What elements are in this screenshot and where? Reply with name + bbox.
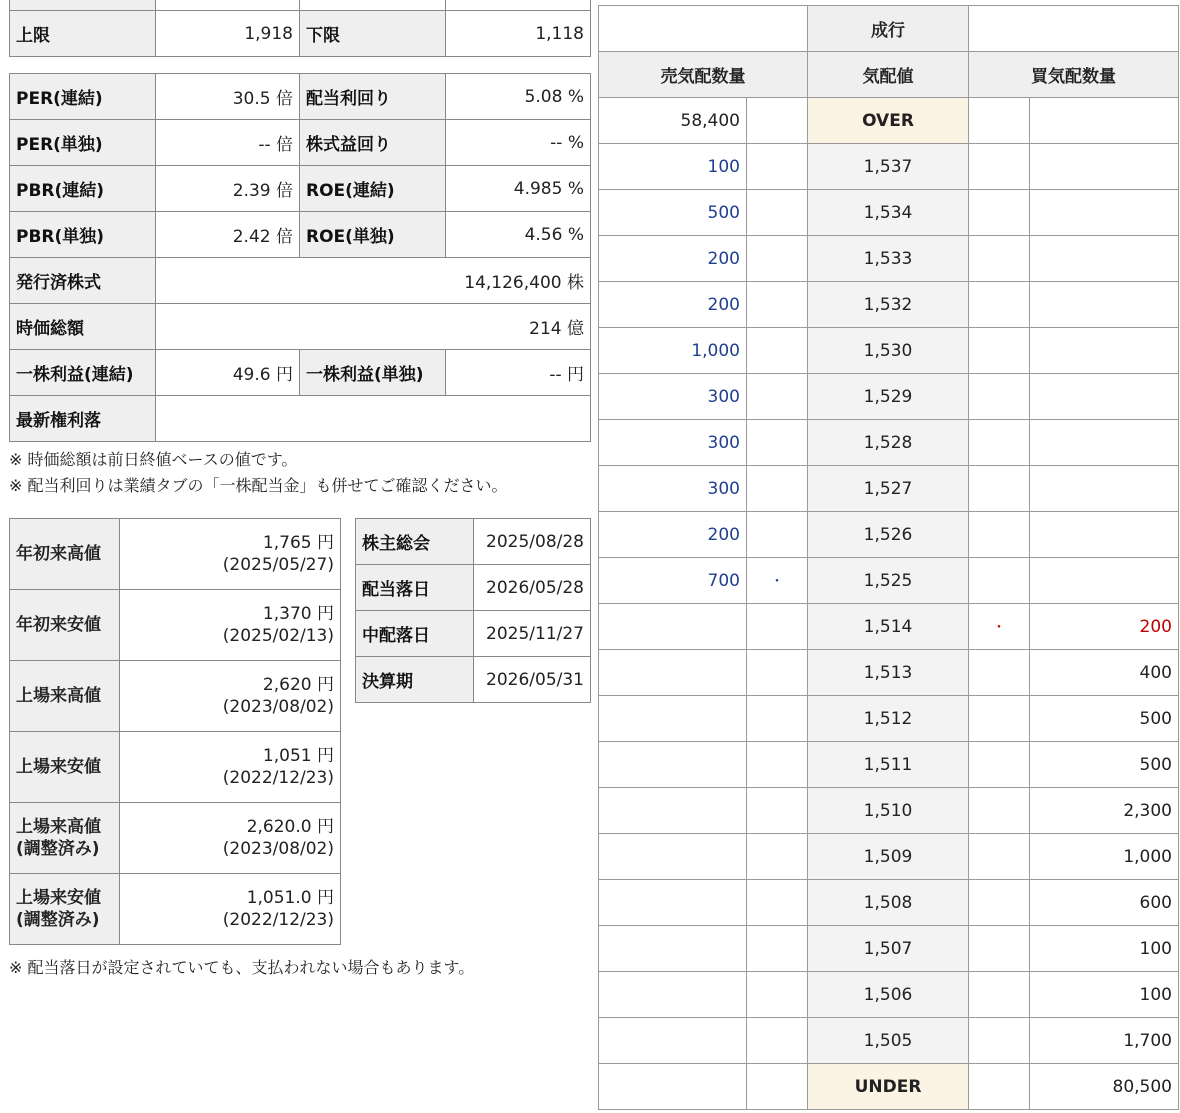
ask-price: 1,534: [808, 190, 969, 236]
bid-quantity: 500: [1030, 696, 1179, 742]
bid-sell-quantity: [599, 696, 747, 742]
over-quantity: 58,400: [599, 98, 747, 144]
bid-price: 1,510: [808, 788, 969, 834]
ask-quantity: 300: [599, 466, 747, 512]
pbr-consolidated-label: PBR(連結): [10, 166, 156, 212]
bid-price: 1,513: [808, 650, 969, 696]
eps-standalone-label: 一株利益(単独): [300, 350, 446, 396]
cut-row-label: [10, 0, 156, 11]
ask-mark: [747, 236, 808, 282]
price-header: 気配値: [808, 52, 969, 98]
bid-quantity: 600: [1030, 880, 1179, 926]
limit-table: [9, 0, 591, 57]
bid-row: [599, 788, 1179, 834]
bid-row: [599, 742, 1179, 788]
bid-sell-quantity: [599, 788, 747, 834]
earnings-yield-label: 株式益回り: [300, 120, 446, 166]
ex-rights-label: 最新権利落: [10, 396, 156, 442]
adjusted-low-label: 上場来安値 (調整済み): [10, 874, 120, 945]
adjusted-high-label: 上場来高値 (調整済み): [10, 803, 120, 874]
bid-quantity: 1,000: [1030, 834, 1179, 880]
bid-sell-quantity: [599, 604, 747, 650]
ask-price: 1,530: [808, 328, 969, 374]
under-sell-quantity: [599, 1064, 747, 1110]
bid-price: 1,514: [808, 604, 969, 650]
per-consolidated-label: PER(連結): [10, 74, 156, 120]
earnings-yield-value: -- %: [446, 120, 591, 166]
ask-quantity: 1,000: [599, 328, 747, 374]
shareholders-meeting-value: 2025/08/28: [474, 519, 591, 565]
dates-table: [355, 518, 591, 703]
ask-buy-quantity: [1030, 466, 1179, 512]
ask-buy-quantity: [1030, 374, 1179, 420]
ask-buy-mark: [969, 190, 1030, 236]
ask-mark: [747, 282, 808, 328]
ask-buy-quantity: [1030, 558, 1179, 604]
bid-sell-mark: [747, 650, 808, 696]
bid-sell-mark: [747, 972, 808, 1018]
bid-quantity: 200: [1030, 604, 1179, 650]
under-quantity: 80,500: [1030, 1064, 1179, 1110]
bid-sell-quantity: [599, 972, 747, 1018]
ask-price: 1,528: [808, 420, 969, 466]
bid-sell-quantity: [599, 650, 747, 696]
bid-sell-mark: [747, 834, 808, 880]
ask-buy-quantity: [1030, 512, 1179, 558]
metrics-table: [9, 73, 591, 442]
ask-price: 1,527: [808, 466, 969, 512]
ask-price: 1,529: [808, 374, 969, 420]
shares-outstanding-value: 14,126,400 株: [156, 258, 591, 304]
bid-row: [599, 604, 1179, 650]
ask-row: [599, 282, 1179, 328]
bid-price: 1,507: [808, 926, 969, 972]
bid-quantity: 500: [1030, 742, 1179, 788]
bid-mark: [969, 834, 1030, 880]
bid-sell-mark: [747, 604, 808, 650]
ask-price: 1,532: [808, 282, 969, 328]
bid-mark: [969, 742, 1030, 788]
bid-sell-quantity: [599, 926, 747, 972]
roe-consolidated-value: 4.985 %: [446, 166, 591, 212]
bid-price: 1,506: [808, 972, 969, 1018]
ask-buy-mark: [969, 420, 1030, 466]
ask-quantity: 200: [599, 282, 747, 328]
order-book-market-sell-cell: [599, 6, 808, 52]
dividend-yield-value: 5.08 %: [446, 74, 591, 120]
ex-dividend-date-value: 2026/05/28: [474, 565, 591, 611]
ytd-low-label: 年初来安値: [10, 590, 120, 661]
eps-consolidated-value: 49.6 円: [156, 350, 300, 396]
pbr-standalone-value: 2.42 倍: [156, 212, 300, 258]
ask-row: [599, 328, 1179, 374]
ask-row: [599, 558, 1179, 604]
ask-buy-mark: [969, 236, 1030, 282]
ask-price: 1,537: [808, 144, 969, 190]
cut-row-label2: [300, 0, 446, 11]
ask-buy-mark: [969, 328, 1030, 374]
bid-quantity: 100: [1030, 926, 1179, 972]
bid-sell-quantity: [599, 742, 747, 788]
bid-sell-mark: [747, 1018, 808, 1064]
dividend-yield-note: ※ 配当利回りは業績タブの「一株配当金」も併せてご確認ください。: [9, 476, 508, 495]
over-buy-mark: [969, 98, 1030, 144]
over-mark: [747, 98, 808, 144]
market-order-label: 成行: [808, 6, 969, 52]
ask-quantity: 300: [599, 420, 747, 466]
shareholders-meeting-label: 株主総会: [356, 519, 474, 565]
ex-rights-value: [156, 396, 591, 442]
ask-quantity: 700: [599, 558, 747, 604]
ask-row: [599, 144, 1179, 190]
over-buy-quantity: [1030, 98, 1179, 144]
bid-row: [599, 650, 1179, 696]
bid-quantity: 1,700: [1030, 1018, 1179, 1064]
bid-row: [599, 880, 1179, 926]
cut-row-value: [156, 0, 300, 11]
dividend-yield-label: 配当利回り: [300, 74, 446, 120]
under-buy-mark: [969, 1064, 1030, 1110]
interim-ex-dividend-value: 2025/11/27: [474, 611, 591, 657]
fiscal-period-label: 決算期: [356, 657, 474, 703]
bid-mark: [969, 926, 1030, 972]
per-consolidated-value: 30.5 倍: [156, 74, 300, 120]
ask-quantity: 100: [599, 144, 747, 190]
ask-buy-quantity: [1030, 190, 1179, 236]
ask-buy-mark: [969, 282, 1030, 328]
ask-price: 1,526: [808, 512, 969, 558]
ask-buy-mark: [969, 512, 1030, 558]
ask-buy-quantity: [1030, 282, 1179, 328]
eps-consolidated-label: 一株利益(連結): [10, 350, 156, 396]
ask-buy-quantity: [1030, 236, 1179, 282]
per-standalone-value: -- 倍: [156, 120, 300, 166]
cut-row-value2: [446, 0, 591, 11]
interim-ex-dividend-label: 中配落日: [356, 611, 474, 657]
bid-sell-mark: [747, 880, 808, 926]
bid-row: [599, 926, 1179, 972]
all-time-low-label: 上場来安値: [10, 732, 120, 803]
bid-quantity: 400: [1030, 650, 1179, 696]
eps-standalone-value: -- 円: [446, 350, 591, 396]
bid-price: 1,505: [808, 1018, 969, 1064]
ask-buy-mark: [969, 466, 1030, 512]
over-label: OVER: [808, 98, 969, 144]
upper-limit-label: 上限: [10, 11, 156, 57]
bid-row: [599, 1018, 1179, 1064]
highs-lows-table: [9, 518, 341, 945]
ask-mark: [747, 512, 808, 558]
ask-price: 1,533: [808, 236, 969, 282]
adjusted-high-value: 2,620.0 円 (2023/08/02): [120, 803, 341, 874]
bid-row: [599, 696, 1179, 742]
ask-row: [599, 420, 1179, 466]
pbr-standalone-label: PBR(単独): [10, 212, 156, 258]
ask-mark: [747, 420, 808, 466]
ask-row: [599, 236, 1179, 282]
ask-rows: [599, 144, 1179, 604]
under-label: UNDER: [808, 1064, 969, 1110]
ask-quantity: 500: [599, 190, 747, 236]
bid-quantity: 100: [1030, 972, 1179, 1018]
bid-price: 1,512: [808, 696, 969, 742]
bid-mark: [969, 972, 1030, 1018]
bid-price: 1,508: [808, 880, 969, 926]
ask-mark: [747, 374, 808, 420]
bid-quantity: 2,300: [1030, 788, 1179, 834]
ask-row: [599, 374, 1179, 420]
ask-buy-mark: [969, 374, 1030, 420]
ask-quantity: 200: [599, 512, 747, 558]
roe-standalone-value: 4.56 %: [446, 212, 591, 258]
market-cap-note: ※ 時価総額は前日終値ベースの値です。: [9, 450, 298, 469]
bid-sell-mark: [747, 696, 808, 742]
bid-rows: [599, 604, 1179, 1064]
bid-mark: [969, 696, 1030, 742]
bid-price: 1,511: [808, 742, 969, 788]
ask-mark: [747, 328, 808, 374]
under-sell-mark: [747, 1064, 808, 1110]
bid-sell-quantity: [599, 880, 747, 926]
bid-row: [599, 834, 1179, 880]
roe-consolidated-label: ROE(連結): [300, 166, 446, 212]
ask-mark: [747, 190, 808, 236]
buy-quantity-header: 買気配数量: [969, 52, 1179, 98]
ask-row: [599, 466, 1179, 512]
sell-quantity-header: 売気配数量: [599, 52, 808, 98]
shares-outstanding-label: 発行済株式: [10, 258, 156, 304]
per-standalone-label: PER(単独): [10, 120, 156, 166]
ask-quantity: 300: [599, 374, 747, 420]
ask-mark: [747, 466, 808, 512]
ytd-high-label: 年初来高値: [10, 519, 120, 590]
order-book: [598, 5, 1179, 1110]
all-time-low-value: 1,051 円 (2022/12/23): [120, 732, 341, 803]
ytd-high-value: 1,765 円 (2025/05/27): [120, 519, 341, 590]
ytd-low-value: 1,370 円 (2025/02/13): [120, 590, 341, 661]
bid-mark: [969, 1018, 1030, 1064]
bid-sell-quantity: [599, 834, 747, 880]
fiscal-period-value: 2026/05/31: [474, 657, 591, 703]
bid-sell-mark: [747, 742, 808, 788]
ask-buy-quantity: [1030, 328, 1179, 374]
all-time-high-value: 2,620 円 (2023/08/02): [120, 661, 341, 732]
roe-standalone-label: ROE(単独): [300, 212, 446, 258]
bid-mark: ・: [969, 604, 1030, 650]
bid-sell-mark: [747, 788, 808, 834]
bid-sell-quantity: [599, 1018, 747, 1064]
ex-dividend-date-label: 配当落日: [356, 565, 474, 611]
ask-buy-quantity: [1030, 144, 1179, 190]
ask-mark: ・: [747, 558, 808, 604]
upper-limit-value: 1,918: [156, 11, 300, 57]
order-book-market-buy-cell: [969, 6, 1179, 52]
ask-mark: [747, 144, 808, 190]
bid-sell-mark: [747, 926, 808, 972]
ask-row: [599, 512, 1179, 558]
ask-buy-mark: [969, 144, 1030, 190]
bid-row: [599, 972, 1179, 1018]
bid-mark: [969, 788, 1030, 834]
ask-quantity: 200: [599, 236, 747, 282]
market-cap-value: 214 億: [156, 304, 591, 350]
adjusted-low-value: 1,051.0 円 (2022/12/23): [120, 874, 341, 945]
ask-buy-mark: [969, 558, 1030, 604]
lower-limit-label: 下限: [300, 11, 446, 57]
bid-price: 1,509: [808, 834, 969, 880]
all-time-high-label: 上場来高値: [10, 661, 120, 732]
pbr-consolidated-value: 2.39 倍: [156, 166, 300, 212]
ask-buy-quantity: [1030, 420, 1179, 466]
ask-price: 1,525: [808, 558, 969, 604]
ask-row: [599, 190, 1179, 236]
bid-mark: [969, 650, 1030, 696]
market-cap-label: 時価総額: [10, 304, 156, 350]
ex-dividend-note: ※ 配当落日が設定されていても、支払われない場合もあります。: [9, 958, 475, 977]
lower-limit-value: 1,118: [446, 11, 591, 57]
bid-mark: [969, 880, 1030, 926]
